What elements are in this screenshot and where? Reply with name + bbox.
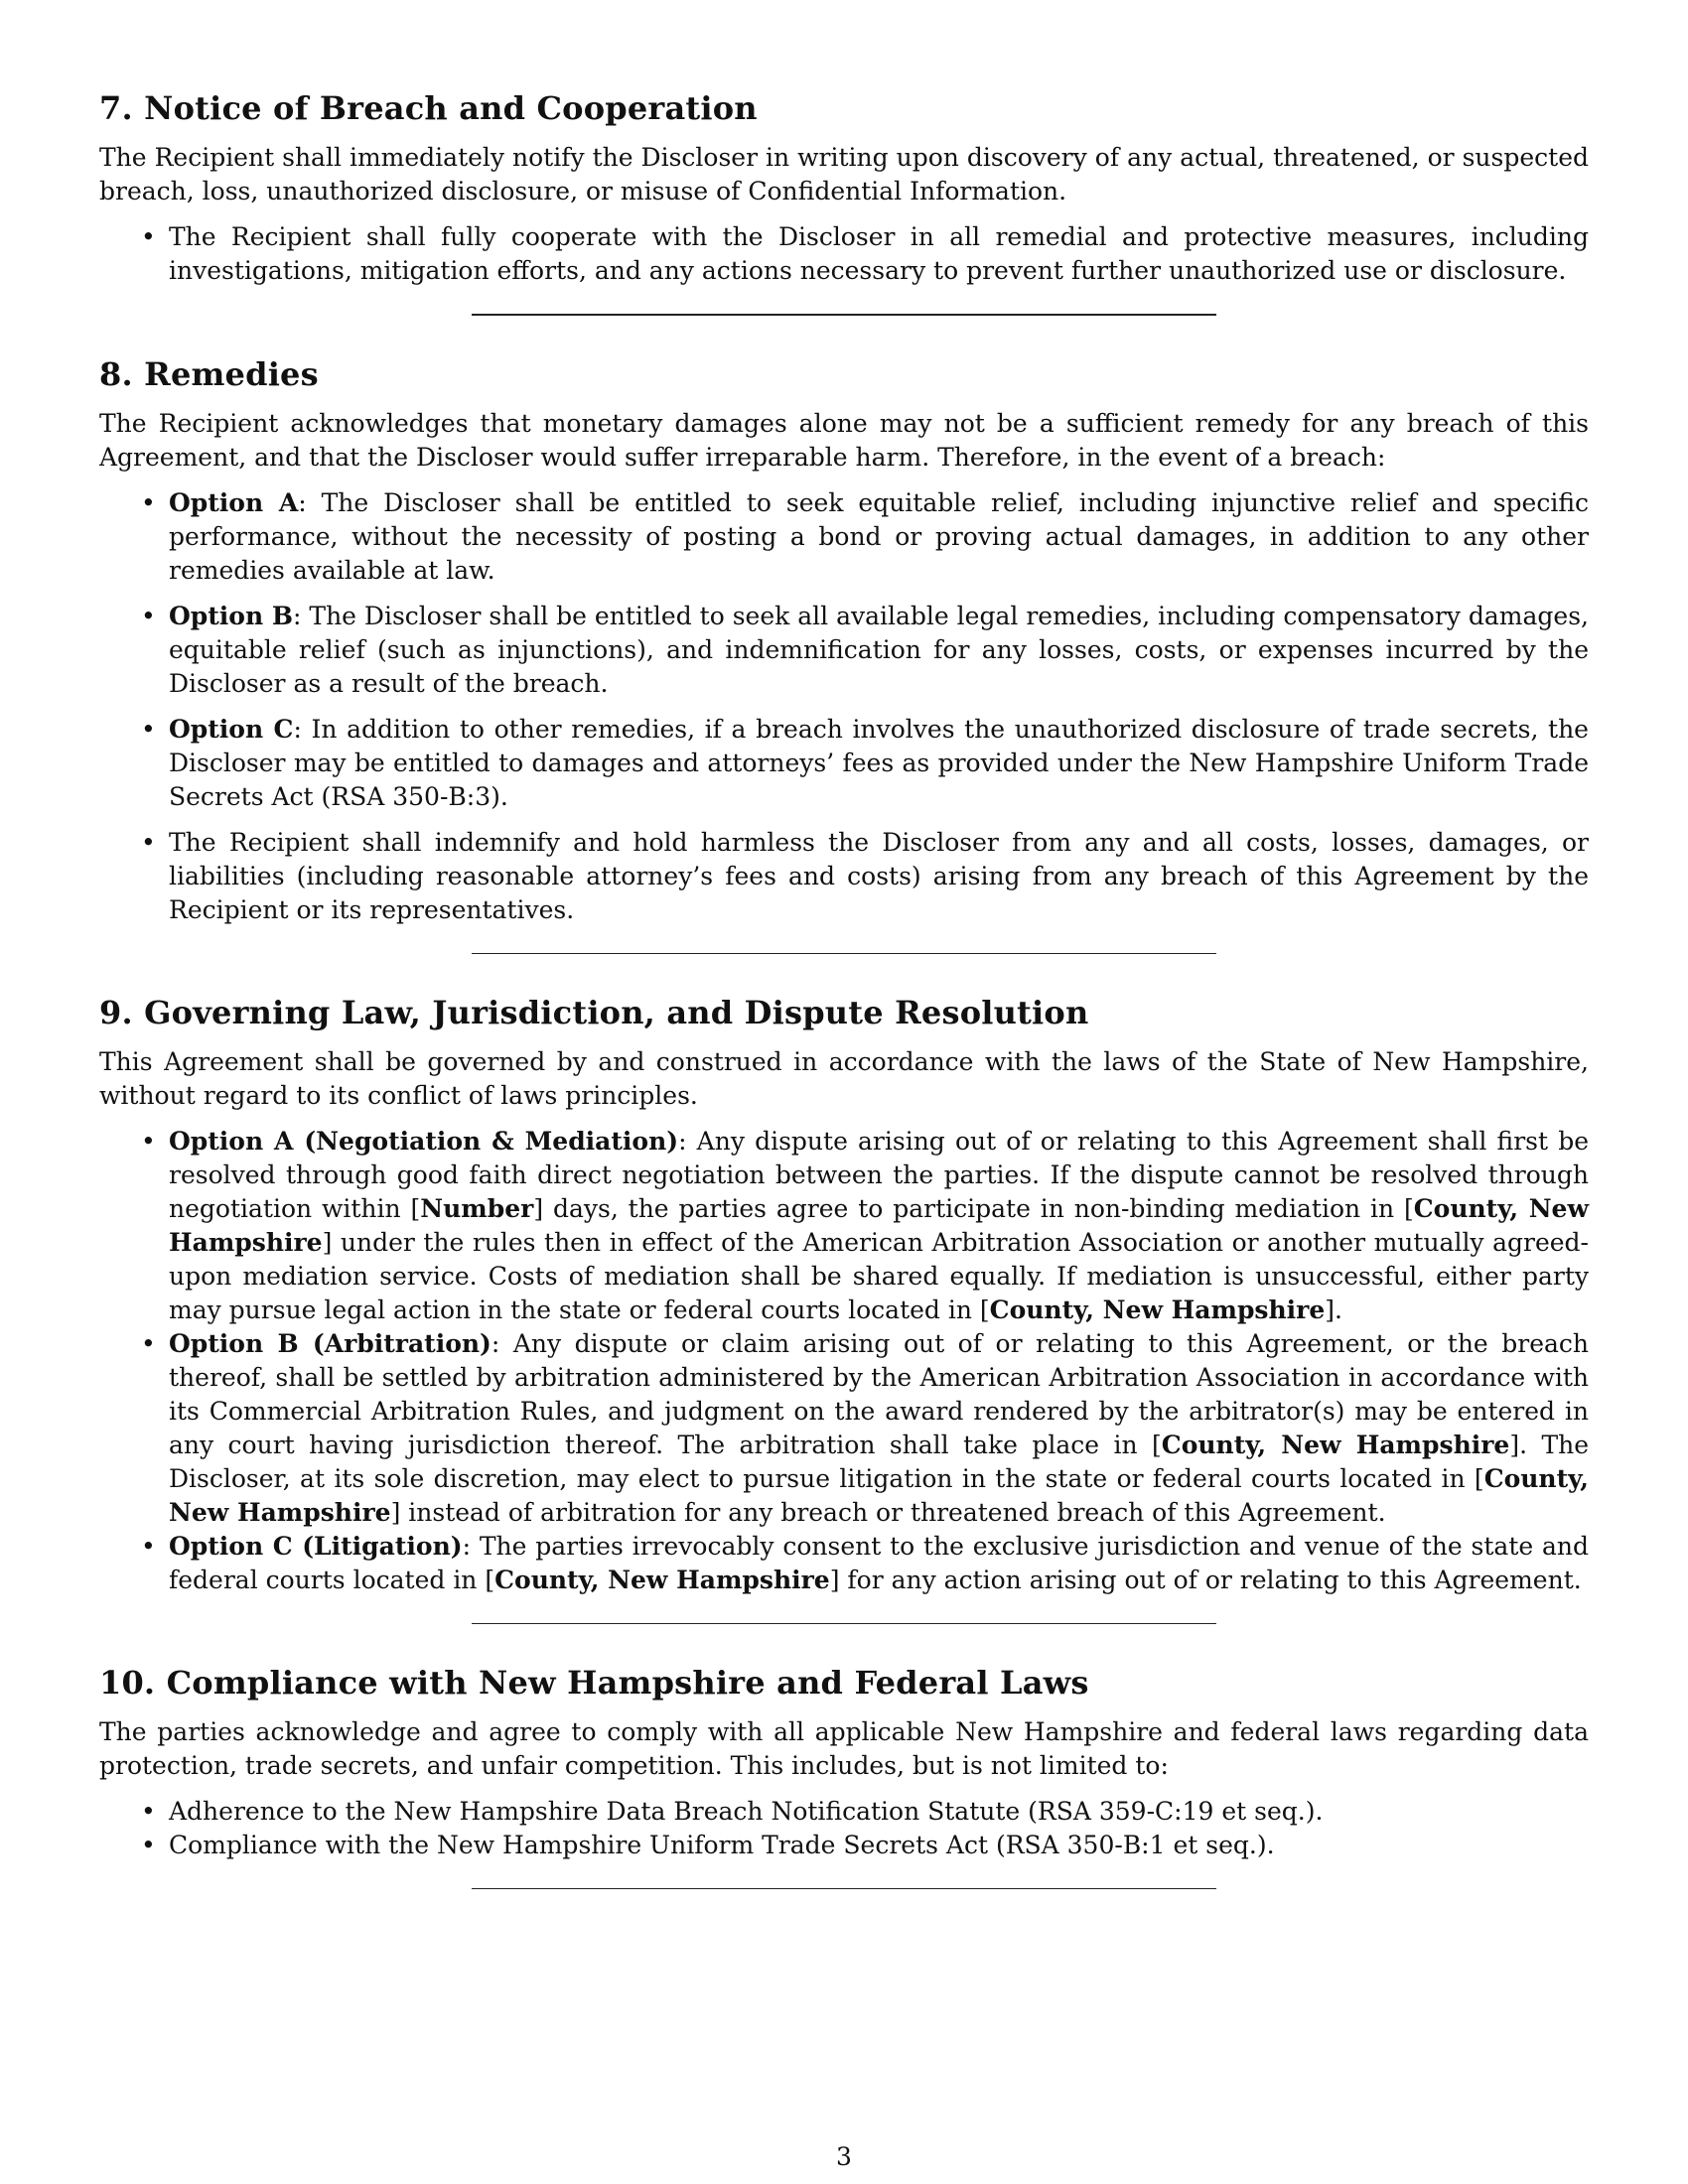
option-label: Option A xyxy=(169,488,299,517)
section-heading: 9. Governing Law, Jurisdiction, and Dispute Resolution xyxy=(99,994,1089,1031)
bullet-list xyxy=(99,220,1589,288)
section-intro: The Recipient shall immediately notify the Discloser in writing upon discovery of any actual, threatened, or suspected breach, loss, unauthorized disclosure, or misuse of Confidential Information. xyxy=(99,143,1589,205)
placeholder-field: County, New Hampshire xyxy=(169,1194,1589,1257)
bullet-icon: • xyxy=(141,1127,156,1156)
bullet-icon: • xyxy=(141,715,156,744)
list-item-option-a: • Option A: The Discloser shall be entitled to seek equitable relief, including injunctive relief and specific performance, without the necessity of posting a bond or proving actual damages, in addition to any other remedies available at law. xyxy=(141,488,1589,585)
section-heading: 8. Remedies xyxy=(99,355,319,393)
section-heading: 10. Compliance with New Hampshire and Federal Laws xyxy=(99,1664,1089,1702)
section-divider xyxy=(472,1888,1216,1889)
placeholder-field: County, New Hampshire xyxy=(494,1566,830,1594)
list-item-option-a: • Option A (Negotiation & Mediation): Any dispute arising out of or relating to this Agreement shall first be resolved through good faith direct negotiation between the parties. If the dispute cannot be resolved through negotiation within [Number] days, the parties agree to participate in non-binding mediation in [County, New Hampshire] under the rules then in effect of the American Arbitration Association or another mutually agreed-upon mediation service. Costs of mediation shall be shared equally. If mediation is unsuccessful, either party may pursue legal action in the state or federal courts located in [County, New Hampshire]. xyxy=(141,1127,1590,1324)
bullet-list xyxy=(99,1125,1589,1597)
list-item-option-b: • Option B: The Discloser shall be entitled to seek all available legal remedies, including compensatory damages, equitable relief (such as injunctions), and indemnification for any losses, costs, or expenses incurred by the Discloser as a result of the breach. xyxy=(141,602,1589,698)
page-number: 3 xyxy=(836,2142,852,2171)
list-item-option-c: • Option C (Litigation): The parties irrevocably consent to the exclusive jurisdiction and venue of the state and federal courts located in [County, New Hampshire] for any action arising out of or relating to this Agreement. xyxy=(141,1532,1590,1594)
bullet-icon: • xyxy=(141,1532,156,1561)
bullet-icon: • xyxy=(141,222,156,251)
bullet-icon: • xyxy=(141,1329,156,1358)
section-divider xyxy=(472,314,1216,316)
section-7 xyxy=(99,89,1589,288)
option-label: Option C (Litigation) xyxy=(169,1532,463,1561)
bullet-list xyxy=(99,1795,1589,1862)
bullet-icon: • xyxy=(141,828,156,857)
option-label: Option A (Negotiation & Mediation) xyxy=(169,1127,679,1156)
bullet-icon: • xyxy=(141,602,156,630)
bullet-icon: • xyxy=(141,1831,156,1859)
section-heading: 7. Notice of Breach and Cooperation xyxy=(99,89,758,127)
section-9 xyxy=(99,994,1589,1597)
placeholder-field: Number xyxy=(420,1194,534,1223)
bullet-list xyxy=(99,486,1589,927)
option-label: Option B xyxy=(169,602,294,630)
list-item-option-c: • Option C: In addition to other remedies, if a breach involves the unauthorized disclosure of trade secrets, the Discloser may be entitled to damages and attorneys’ fees as provided under the New Hampshire Uniform Trade Secrets Act (RSA 350-B:3). xyxy=(141,715,1589,811)
section-divider xyxy=(472,1623,1216,1624)
placeholder-field: County, New Hampshire xyxy=(169,1464,1589,1527)
section-10 xyxy=(99,1664,1589,1862)
section-intro: The Recipient acknowledges that monetary damages alone may not be a sufficient remedy for any breach of this Agreement, and that the Discloser would suffer irreparable harm. Therefore, in the event of a breach: xyxy=(99,409,1589,472)
list-item: • The Recipient shall indemnify and hold harmless the Discloser from any and all costs, losses, damages, or liabilities (including reasonable attorney’s fees and costs) arising from any breach of this Agreement by the Recipient or its representatives. xyxy=(141,828,1589,924)
list-item: • The Recipient shall fully cooperate with the Discloser in all remedial and protective measures, including investigations, mitigation efforts, and any actions necessary to prevent further unauthorized use or disclosure. xyxy=(141,222,1589,285)
list-item-option-b: • Option B (Arbitration): Any dispute or claim arising out of or relating to this Agreement, or the breach thereof, shall be settled by arbitration administered by the American Arbitration Association in accordance with its Commercial Arbitration Rules, and judgment on the award rendered by the arbitrator(s) may be entered in any court having jurisdiction thereof. The arbitration shall take place in [County, New Hampshire]. The Discloser, at its sole discretion, may elect to pursue litigation in the state or federal courts located in [County, New Hampshire] instead of arbitration for any breach or threatened breach of this Agreement. xyxy=(141,1329,1590,1527)
list-item: • Compliance with the New Hampshire Uniform Trade Secrets Act (RSA 350-B:1 et seq.). xyxy=(99,1829,1589,1862)
section-divider xyxy=(472,953,1216,954)
section-intro: This Agreement shall be governed by and construed in accordance with the laws of the State of New Hampshire, without regard to its conflict of laws principles. xyxy=(99,1047,1589,1110)
section-8 xyxy=(99,355,1589,927)
placeholder-field: County, New Hampshire xyxy=(989,1296,1326,1324)
option-label: Option B (Arbitration) xyxy=(169,1329,492,1358)
option-label: Option C xyxy=(169,715,294,744)
bullet-icon: • xyxy=(141,488,156,517)
list-item: • Adherence to the New Hampshire Data Breach Notification Statute (RSA 359-C:19 et seq.). xyxy=(99,1795,1589,1829)
bullet-icon: • xyxy=(141,1797,156,1826)
placeholder-field: County, New Hampshire xyxy=(1161,1431,1510,1459)
section-intro: The parties acknowledge and agree to comply with all applicable New Hampshire and federal laws regarding data protection, trade secrets, and unfair competition. This includes, but is not limited to: xyxy=(99,1717,1589,1780)
